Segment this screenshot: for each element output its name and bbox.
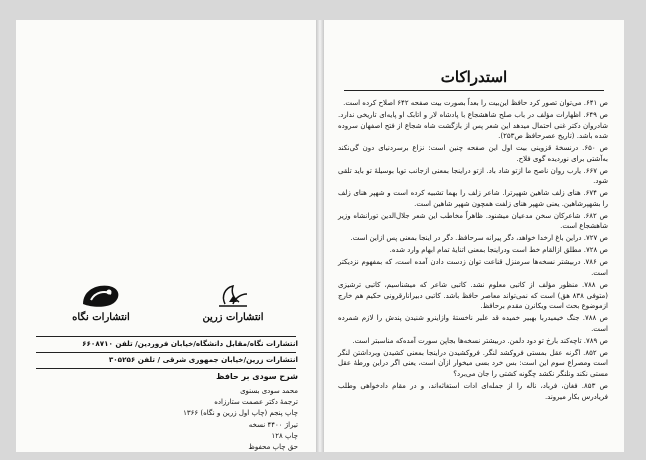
errata-entry: ص ۶۷۴. هنای زلف شاهین شهپرترا. شاعر زلف را بهما تشبیه کرده است و شهپر هنای زلف را بشهپرشاهین. یعنی شهپر هنای زلفت همچون شهپر شاهین است. [338, 189, 608, 208]
zarrin-logo-text: انتشارات زرین [202, 312, 264, 323]
heading-rule [344, 90, 604, 91]
author-line: محمد سودی بسنوی [240, 387, 298, 395]
imprint-block [34, 386, 298, 453]
zarrin-address: انتشارات زرین/خیابان جمهوری شرقی / تلفن ۳۰۵۲۵۶ [108, 355, 298, 364]
errata-entry: ص ۷۲۷. دراین باغ ارخدا خواهد، دگر پیرانه سرحافظ. دگر در اینجا بمعنی پس ازاین است. [350, 234, 608, 243]
page-heading: استدراکات [440, 68, 508, 86]
errata-entry: ص ۶۴۱. می‌توان تصور کرد حافظ این‌بیت را بعداً بصورت بیت صفحه ۶۴۲ اصلاح کرده است. [343, 99, 608, 107]
errata-entry: ص ۷۸۸. منظور مؤلف از کاتبی معلوم نشد. کاتبی شاعر که میشناسیم، کاتبی ترشیزی (متوفی ۸۳۸ هق) است که نمی‌تواند معاصر حافظ باشد. کاتبی دبیرانارقرونی حکیم هم خارج ازموضوع بحث است ویکانرن مقدم برحافظ. [338, 281, 608, 311]
negah-logo [56, 282, 146, 332]
divider [36, 336, 296, 337]
negah-address: انتشارات نگاه/مقابل دانشگاه/خیابان فروردین/ تلفن ۶۶۰۸۷۱۰ [82, 339, 298, 348]
negah-emblem-icon [79, 282, 123, 310]
print-line: چاپ ۱۲۸ [271, 431, 298, 440]
errata-entry: ص ۷۸۶. دربیشتر نسخه‌ها سرمنزل قناعت توان زدست دادن آمده است، که بمفهوم نزدیکتر است. [338, 258, 608, 278]
copyright-line: حق چاپ محفوظ [248, 443, 298, 452]
book-title: شرح سودی بر حافظ [216, 372, 298, 381]
divider [36, 352, 296, 353]
zarrin-logo [188, 282, 278, 332]
errata-entry: ص ۷۸۸. جنگ خیمیدربا بهبیر خمیده قد علیر ناخستهٔ وازاینرو شنیدن پندش را لازم شمرده است. [338, 314, 608, 333]
errata-entry: ص ۷۸۹. تاچه‌کند بارخ تو دود دلمن. دربیشتر نسخه‌ها بجاپن سورت آمده‌که مناسبتر است. [352, 336, 608, 345]
errata-entry: ص ۸۵۳. فغان، فرباد، ناله را از جمله‌ای ادات استغاثه‌اند، و در مقام دادخواهی وطلب فریادرس بکار میروند. [338, 381, 608, 401]
divider [36, 368, 296, 369]
right-page [324, 20, 624, 452]
zarrin-emblem-icon [211, 282, 255, 310]
publisher-logos [36, 282, 298, 332]
negah-logo-text: انتشارات نگاه [72, 312, 130, 323]
translator-line: ترجمهٔ دکتر عصمت ستارزاده [214, 398, 298, 407]
errata-entry: ص ۷۲۸. مطلق ازالقام خط است ودراینجا بمعنی اتنایهٔ تمام ابهام وارد شده. [389, 246, 608, 255]
errata-list [338, 98, 608, 404]
errata-entry: ص ۶۶۷. یارب روان ناصح ما ازتو شاد باد. ازتو دراینجا بمعنی ازجانب تویا بوسیلهٔ تو باید تلقی شود. [338, 166, 608, 186]
edition-line: چاپ پنجم (چاپ اول زرین و نگاه) ۱۳۶۶ [183, 409, 298, 418]
errata-entry: ص ۶۸۲. شاعرکان سخن مدعیان میشنود. ظاهراً مخاطب این شعر جلال‌الدین تورانشاه وزیر شاهشجاع است. [338, 211, 608, 231]
book-spine [316, 20, 324, 452]
print-run-line: تیراژ ۴۴۰۰ نسخه [248, 420, 298, 429]
left-page [16, 20, 316, 452]
errata-entry: ص ۸۵۲. اگرنه عقل بمستی فروکشد لنگر. فروکشیدن دراینجا بمعنی کشیدن وبرداشتن لنگر است ومصراع سوم این است: بس خرد بسی میخوار ازآن است، یعنی اگر دراین ورطهٔ عقل مستی نکند ونلنگر نکشد چگونه کشتی را جان می‌برد؟ [338, 348, 608, 378]
errata-entry: ص ۶۵۰. درنسخهٔ قزوینی بیت اول این صفحه چنین است: نزاع برسردنیای دون گی‌نکند به‌آشتی برای نوردیده گوی فلاح. [338, 144, 608, 163]
errata-entry: ص ۶۴۹. اظهارات مؤلف در باب صلح شاهشجاع با پادشاه لار و اتابک او پایه‌ای تاریخی ندارد. شادروان دکتر غنی احتمال میدهد این شعر پس از بازگشت شاه شجاع از فتح اصفهان سروده شده باشد. (تاریخ عصرحافظ ص۲۵۳). [338, 110, 608, 141]
